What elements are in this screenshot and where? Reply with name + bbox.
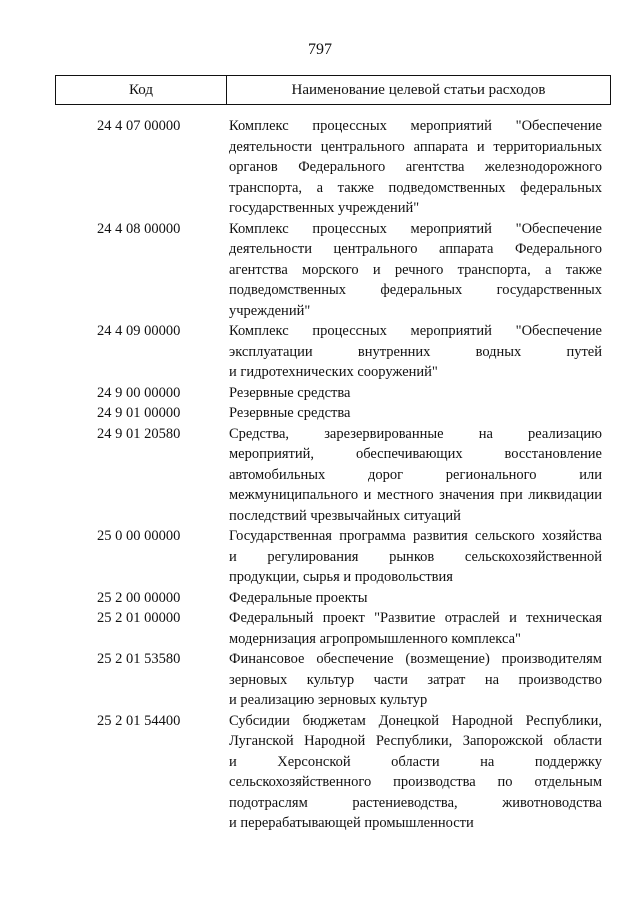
row-code: 25 2 00 00000 (97, 589, 181, 606)
description-line: и гидротехнических сооружений" (229, 364, 438, 380)
row-description (229, 383, 602, 404)
description-line: эксплуатации внутренних водных путей (229, 343, 602, 360)
description-line: Федеральный проект "Развитие отраслей и техническая (229, 610, 602, 626)
description-line: Комплекс процессных мероприятий "Обеспечение (229, 220, 602, 237)
table-row (0, 403, 640, 424)
row-description (229, 526, 602, 588)
description-line: Субсидии бюджетам Донецкой Народной Республики, (229, 712, 602, 729)
table-row (0, 588, 640, 609)
description-line: Луганской Народной Республики, Запорожской области (229, 733, 602, 749)
description-line: сельскохозяйственного производства по отдельным (229, 774, 602, 790)
description-line: Средства, зарезервированные на реализацию (229, 425, 602, 442)
description-line: последствий чрезвычайных ситуаций (229, 507, 461, 524)
row-description (229, 711, 602, 834)
description-line: государственных учреждений" (229, 200, 420, 216)
row-description (229, 321, 602, 383)
table-row (0, 116, 640, 219)
description-line: агентства морского и речного транспорта, а также (229, 261, 602, 278)
page-number: 797 (308, 41, 332, 58)
description-line: Резервные средства (229, 384, 351, 401)
description-line: и реализацию зерновых культур (229, 692, 428, 708)
description-line: учреждений" (229, 302, 311, 319)
description-line: Финансовое обеспечение (возмещение) производителям (229, 651, 602, 667)
table-row (0, 526, 640, 588)
row-code: 24 4 07 00000 (97, 118, 181, 134)
row-description (229, 116, 602, 219)
row-code: 24 9 00 00000 (97, 384, 181, 401)
row-code: 24 4 08 00000 (97, 220, 181, 237)
table-row (0, 321, 640, 383)
description-line: органов Федерального агентства железнодорожного (229, 159, 602, 175)
table-header (55, 75, 611, 105)
row-code: 24 9 01 00000 (97, 405, 181, 421)
row-code: 24 9 01 20580 (97, 425, 181, 442)
description-line: межмуниципального и местного значения при ликвидации (229, 487, 602, 503)
row-code: 25 2 01 53580 (97, 651, 181, 667)
description-line: подведомственных федеральных государственных (229, 282, 602, 298)
column-header-name: Наименование целевой статьи расходов (291, 81, 546, 98)
description-line: Федеральные проекты (229, 589, 368, 606)
row-description (229, 649, 602, 711)
description-line: и Херсонской области на поддержку (229, 753, 602, 770)
description-line: автомобильных дорог регионального или (229, 466, 602, 483)
description-line: мероприятий, обеспечивающих восстановление (229, 446, 602, 462)
description-line: и перерабатывающей промышленности (229, 815, 474, 831)
description-line: деятельности центрального аппарата Федерального (229, 241, 602, 257)
row-description (229, 588, 602, 609)
table-body (0, 116, 640, 834)
description-line: Комплекс процессных мероприятий "Обеспечение (229, 118, 602, 134)
table-row (0, 383, 640, 404)
row-code: 24 4 09 00000 (97, 323, 181, 339)
table-row (0, 424, 640, 527)
row-description (229, 608, 602, 649)
row-code: 25 0 00 00000 (97, 528, 181, 544)
row-code: 25 2 01 54400 (97, 712, 181, 729)
description-line: модернизация агропромышленного комплекса" (229, 630, 521, 647)
column-header-code: Код (56, 76, 227, 104)
description-line: деятельности центрального аппарата и территориальных (229, 138, 602, 155)
description-line: продукции, сырья и продовольствия (229, 569, 453, 585)
table-row (0, 711, 640, 834)
row-code: 25 2 01 00000 (97, 610, 181, 626)
description-line: подотраслям растениеводства, животноводства (229, 794, 602, 811)
table-row (0, 219, 640, 322)
row-description (229, 403, 602, 424)
table-row (0, 608, 640, 649)
description-line: Комплекс процессных мероприятий "Обеспечение (229, 323, 602, 339)
description-line: Государственная программа развития сельского хозяйства (229, 528, 602, 544)
row-description (229, 424, 602, 527)
table-row (0, 649, 640, 711)
description-line: Резервные средства (229, 405, 351, 421)
description-line: транспорта, а также подведомственных федеральных (229, 179, 602, 196)
description-line: зерновых культур части затрат на производство (229, 671, 602, 688)
description-line: и регулирования рынков сельскохозяйственной (229, 548, 602, 565)
row-description (229, 219, 602, 322)
